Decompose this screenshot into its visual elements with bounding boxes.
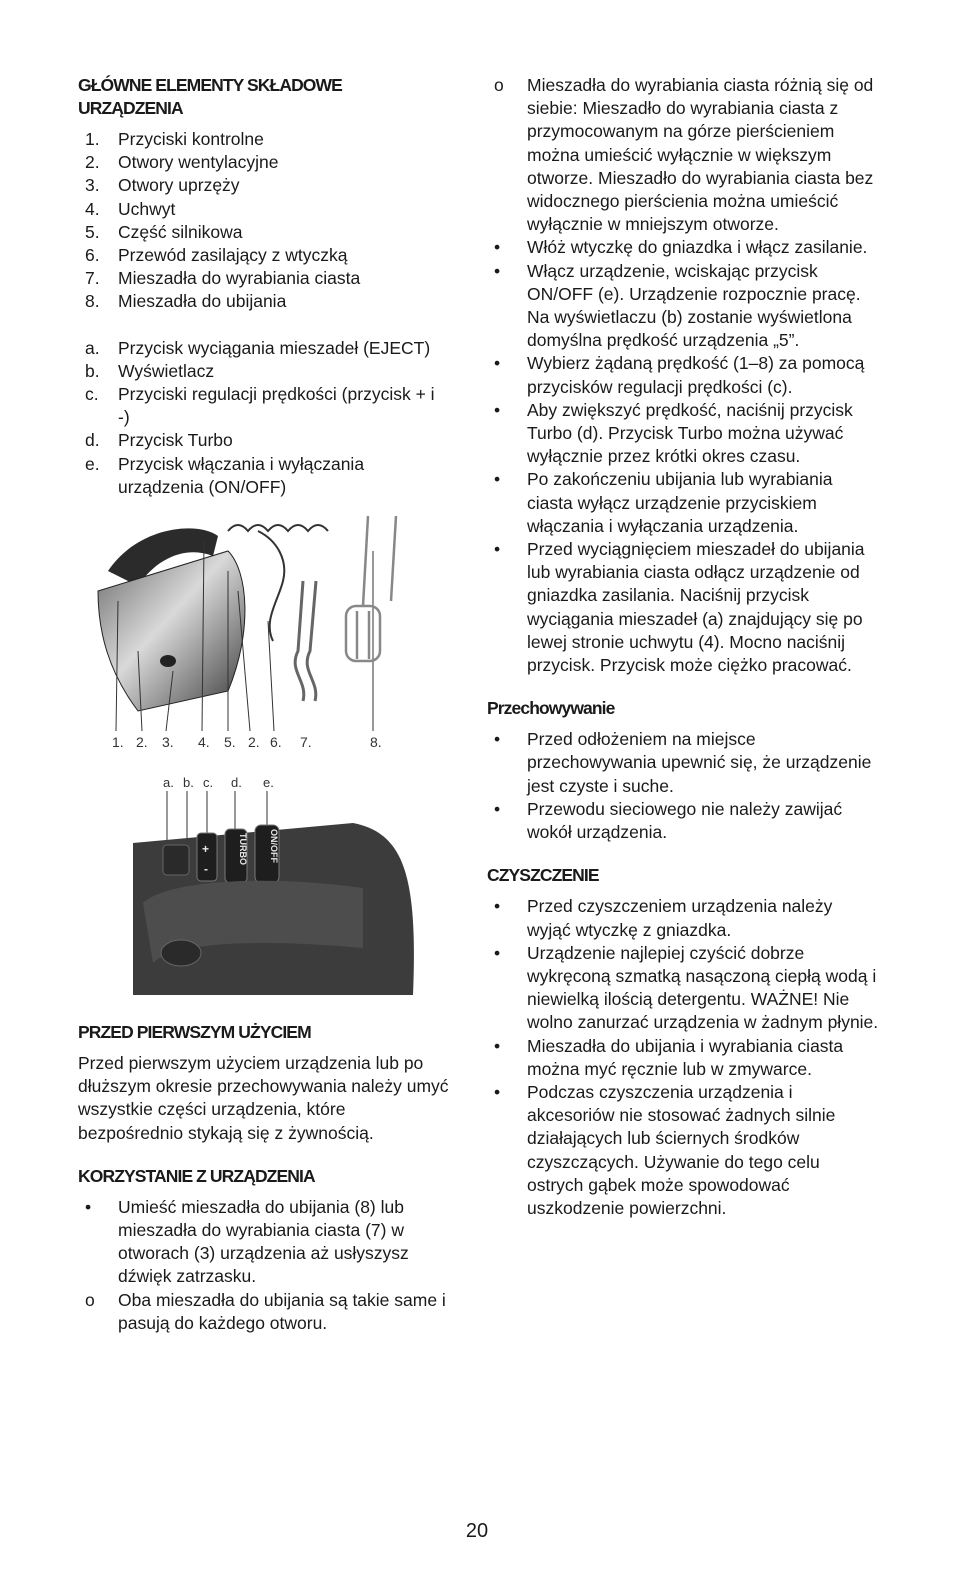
list-item: 2. Otwory wentylacyjne [85, 152, 279, 173]
spacer [78, 314, 450, 337]
mixer-illustration [78, 511, 398, 751]
list-item: a. Przycisk wyciągania mieszadeł (EJECT) [85, 337, 431, 358]
control-panel-illustration [133, 773, 423, 995]
page-number: 20 [465, 1520, 489, 1542]
section-title-cleaning: CZYSZCZENIE [487, 865, 599, 886]
right-column [487, 74, 879, 1220]
figure-label: c. [203, 775, 214, 791]
before-first-use-text: Przed pierwszym użyciem urządzenia lub po dłuższym okresie przechowywania należy umyć wszystkie części urządzenia, które bezpośrednio stykają się z żywnością. [78, 1053, 449, 1143]
list-item: 3. Otwory uprzęży [85, 175, 240, 196]
figure-label: 8. [370, 734, 382, 751]
left-column [78, 74, 450, 1335]
cleaning-list [487, 895, 879, 1220]
figure-label: 2. [136, 734, 148, 751]
figure-label: 1. [112, 734, 124, 751]
figure-label: 7. [300, 734, 312, 751]
figure-label: 4. [198, 734, 210, 751]
list-item: 5. Część silnikowa [85, 221, 243, 242]
list-item: 7. Mieszadła do wyrabiania ciasta [85, 268, 361, 289]
storage-list [487, 728, 879, 844]
list-item: • Wybierz żądaną prędkość (1–8) za pomocą przycisków regulacji prędkości (c). [494, 353, 865, 397]
list-item: • Przewodu sieciowego nie należy zawijać wokół urządzenia. [494, 798, 843, 843]
plus-button-label: + [202, 842, 210, 857]
list-item: o Oba mieszadła do ubijania są takie same i pasują do każdego otworu. [85, 1289, 446, 1333]
list-item: 4. Uchwyt [85, 198, 176, 219]
list-item: • Mieszadła do ubijania i wyrabiania ciasta można myć ręcznie lub w zmywarce. [494, 1035, 844, 1079]
figure-label: a. [163, 775, 174, 791]
using-device-list [78, 1196, 450, 1335]
list-item: c. Przyciski regulacji prędkości (przycisk + i -) [85, 384, 435, 428]
list-item: • Przed odłożeniem na miejsce przechowywania upewnić się, że urządzenie jest czyste i suche. [494, 729, 872, 796]
list-item: • Przed wyciągnięciem mieszadeł do ubijania lub wyrabiania ciasta odłącz urządzenie od gniazdka zasilania. Naciśnij przycisk wyciągania mieszadeł (a) znajdujący się po lewej stronie uchwytu (4). Mocno naciśnij przycisk. Przycisk może ciężko pracować. [494, 539, 865, 676]
list-item: e. Przycisk włączania i wyłączania urządzenia (ON/OFF) [85, 453, 365, 497]
figure-label: d. [231, 775, 242, 791]
control-panel-figure [133, 773, 423, 995]
list-item: • Podczas czyszczenia urządzenia i akcesoriów nie stosować żadnych silnie działających lub ściernych środków czyszczących. Używanie do tego celu ostrych gąbek może spowodować uszkodzenie powierzchni. [494, 1081, 836, 1218]
mixer-overview-figure [78, 511, 398, 751]
section-title-main-parts: GŁÓWNE ELEMENTY SKŁADOWE URZĄDZENIA [78, 75, 342, 118]
list-item: • Włącz urządzenie, wciskając przycisk ON/OFF (e). Urządzenie rozpocznie pracę. Na wyświetlaczu (b) zostanie wyświetlona domyślna prędkość urządzenia „5”. [494, 260, 861, 351]
turbo-button-label: TURBO [238, 833, 248, 866]
list-item: 6. Przewód zasilający z wtyczką [85, 245, 348, 266]
list-item: • Przed czyszczeniem urządzenia należy wyjąć wtyczkę z gniazdka. [494, 896, 833, 940]
figure-label: 2. [248, 734, 260, 751]
figure-label: e. [263, 775, 274, 791]
list-item: • Po zakończeniu ubijania lub wyrabiania ciasta wyłącz urządzenie przyciskiem włączania i wyłączania urządzenia. [494, 469, 833, 536]
list-item: • Włóż wtyczkę do gniazdka i włącz zasilanie. [494, 237, 868, 258]
section-title-before-first-use: PRZED PIERWSZYM UŻYCIEM [78, 1022, 311, 1043]
list-item: b. Wyświetlacz [85, 360, 215, 381]
section-title-using-device: KORZYSTANIE Z URZĄDZENIA [78, 1165, 315, 1186]
figure-label: b. [183, 775, 194, 791]
section-title-storage: Przechowywanie [487, 698, 615, 719]
list-item: d. Przycisk Turbo [85, 430, 233, 451]
figure-label: 5. [224, 734, 236, 751]
figure-label: 3. [162, 734, 174, 751]
onoff-button-label: ON/OFF [269, 829, 279, 864]
usage-continued-list [487, 74, 879, 677]
list-item: • Umieść mieszadła do ubijania (8) lub mieszadła do wyrabiania ciasta (7) w otworach (3) urządzenia aż usłyszysz dźwięk zatrzasku. [85, 1196, 409, 1287]
list-item: • Aby zwiększyć prędkość, naciśnij przycisk Turbo (d). Przycisk Turbo można używać wyłącznie przez krótki okres czasu. [494, 399, 853, 467]
list-item: 8. Mieszadła do ubijania [85, 291, 287, 312]
list-item: o Mieszadła do wyrabiania ciasta różnią się od siebie: Mieszadło do wyrabiania ciasta z przymocowanym na górze pierścieniem można umieścić wyłącznie w większym otworze. Mieszadło do wyrabiania ciasta bez widocznego pierścienia można umieścić wyłącznie w mniejszym otworze. [494, 75, 874, 235]
parts-lettered-list [78, 337, 450, 499]
parts-numbered-list [78, 128, 450, 314]
list-item: • Urządzenie najlepiej czyścić dobrze wykręconą szmatką nasączoną ciepłą wodą i niewielką ilością detergentu. WAŻNE! Nie wolno zanurzać urządzenia w żadnym płynie. [494, 942, 879, 1033]
list-item: 1. Przyciski kontrolne [85, 129, 264, 149]
minus-button-label: - [204, 862, 208, 877]
figure-label: 6. [270, 734, 282, 751]
